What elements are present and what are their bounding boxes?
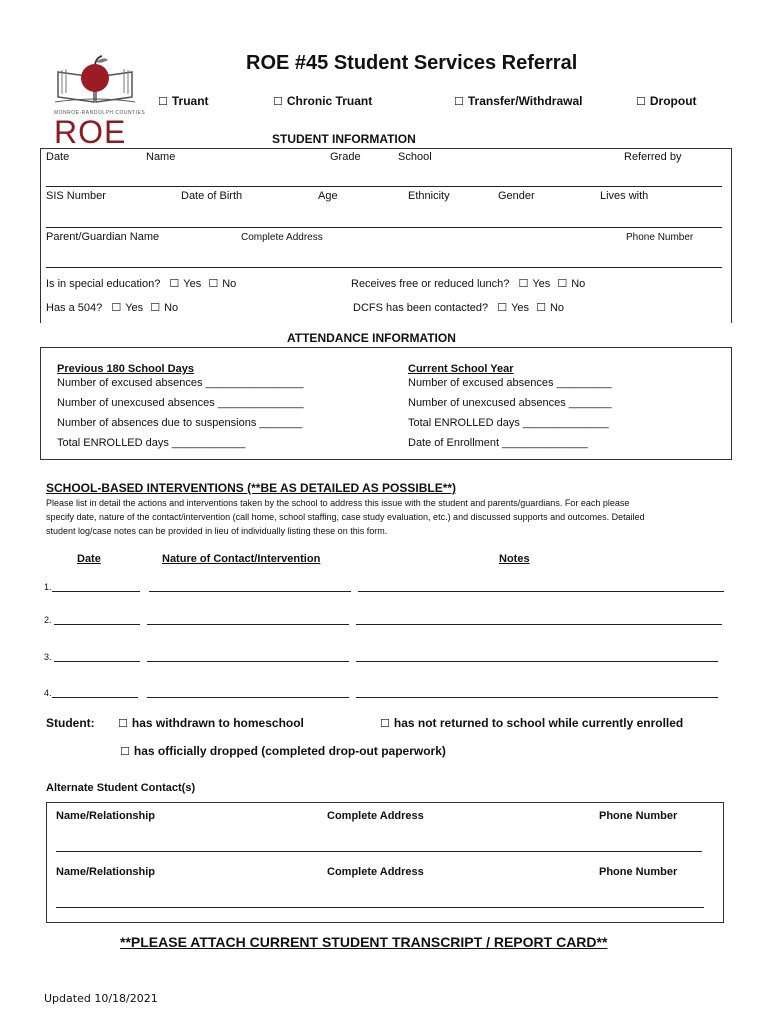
interventions-heading: SCHOOL-BASED INTERVENTIONS (**BE AS DETAILED AS POSSIBLE**)	[46, 481, 457, 495]
transcript-notice: **PLEASE ATTACH CURRENT STUDENT TRANSCRIPT / REPORT CARD**	[120, 934, 608, 950]
dcfs-no[interactable]: ☐ No	[536, 302, 564, 314]
special-ed-label: Is in special education?	[46, 278, 161, 290]
checkbox-not-returned[interactable]: ☐ has not returned to school while currently enrolled	[380, 716, 683, 730]
col-date: Date	[77, 553, 101, 565]
label-phone: Phone Number	[626, 232, 694, 243]
label-age: Age	[318, 190, 338, 202]
lunch-yes[interactable]: ☐ Yes	[518, 278, 550, 290]
col-notes: Notes	[499, 553, 530, 565]
label-parent-name: Parent/Guardian Name	[46, 231, 160, 243]
intervention-row-3-num: 3.	[44, 652, 52, 662]
attendance-right-1[interactable]: Number of excused absences _________	[408, 377, 612, 389]
label-lives-with: Lives with	[600, 190, 649, 202]
intervention-row-3-nature[interactable]	[147, 661, 349, 662]
label-sis-number: SIS Number	[46, 190, 106, 202]
student-info-heading: STUDENT INFORMATION	[272, 132, 416, 146]
lunch-no[interactable]: ☐ No	[557, 278, 585, 290]
intervention-row-1-notes[interactable]	[358, 591, 724, 592]
dcfs-label: DCFS has been contacted?	[353, 302, 489, 314]
page-title: ROE #45 Student Services Referral	[246, 52, 578, 74]
lunch-label: Receives free or reduced lunch?	[351, 278, 510, 290]
attendance-right-3[interactable]: Total ENROLLED days ______________	[408, 417, 609, 429]
special-ed-no[interactable]: ☐ No	[208, 278, 236, 290]
alternate-contact-heading: Alternate Student Contact(s)	[46, 782, 196, 794]
intervention-row-3-date[interactable]	[54, 661, 140, 662]
roe-logo	[50, 52, 146, 150]
attendance-left-3[interactable]: Number of absences due to suspensions _______	[57, 417, 303, 429]
label-school: School	[398, 151, 432, 163]
attendance-heading: ATTENDANCE INFORMATION	[287, 331, 456, 345]
intervention-row-4-num: 4.	[44, 688, 52, 698]
intervention-row-1-nature[interactable]	[149, 591, 351, 592]
attendance-left-2[interactable]: Number of unexcused absences ______________	[57, 397, 304, 409]
504-question	[46, 301, 178, 314]
contact-1-phone-label: Phone Number	[599, 810, 678, 822]
lunch-question	[351, 277, 585, 290]
label-dob: Date of Birth	[181, 190, 243, 202]
field-row2-line[interactable]	[46, 227, 722, 228]
interventions-instructions-3: student log/case notes can be provided in lieu of individually listing these on this form.	[46, 526, 388, 536]
label-ethnicity: Ethnicity	[408, 190, 450, 202]
checkbox-truant[interactable]: ☐ Truant	[158, 94, 209, 108]
special-ed-question	[46, 277, 236, 290]
label-date: Date	[46, 151, 70, 163]
attendance-right-2[interactable]: Number of unexcused absences _______	[408, 397, 612, 409]
intervention-row-1-date[interactable]	[52, 591, 140, 592]
contact-2-line[interactable]	[56, 907, 704, 908]
dcfs-yes[interactable]: ☐ Yes	[497, 302, 529, 314]
504-no[interactable]: ☐ No	[150, 302, 178, 314]
col-nature: Nature of Contact/Intervention	[162, 553, 321, 565]
contact-1-address-label: Complete Address	[327, 810, 424, 822]
contact-2-name-label: Name/Relationship	[56, 866, 156, 878]
label-gender: Gender	[498, 190, 535, 202]
intervention-row-2-notes[interactable]	[356, 624, 722, 625]
updated-date: Updated 10/18/2021	[44, 992, 158, 1005]
field-row1-line[interactable]	[46, 186, 722, 187]
student-status-label: Student:	[46, 716, 95, 730]
label-name: Name	[146, 151, 176, 163]
checkbox-dropout[interactable]: ☐ Dropout	[636, 94, 697, 108]
special-ed-yes[interactable]: ☐ Yes	[169, 278, 201, 290]
checkbox-homeschool[interactable]: ☐ has withdrawn to homeschool	[118, 716, 304, 730]
logo-text: ROE	[54, 114, 127, 150]
intervention-row-1-num: 1.	[44, 582, 52, 592]
attendance-left-4[interactable]: Total ENROLLED days ____________	[57, 437, 246, 449]
contact-1-name-label: Name/Relationship	[56, 810, 156, 822]
intervention-row-2-date[interactable]	[54, 624, 140, 625]
checkbox-dropped[interactable]: ☐ has officially dropped (completed drop-out paperwork)	[120, 744, 446, 758]
contact-2-phone-label: Phone Number	[599, 866, 678, 878]
apple-books-icon	[50, 52, 140, 110]
attendance-left-title: Previous 180 School Days	[57, 363, 194, 375]
interventions-instructions-1: Please list in detail the actions and interventions taken by the school to address this issue with the student and parents/guardians. For each please	[46, 498, 630, 508]
504-yes[interactable]: ☐ Yes	[111, 302, 143, 314]
dcfs-question	[353, 301, 564, 314]
field-row3-line[interactable]	[46, 267, 722, 268]
intervention-row-2-num: 2.	[44, 615, 52, 625]
attendance-right-title: Current School Year	[408, 363, 514, 375]
checkbox-chronic-truant[interactable]: ☐ Chronic Truant	[273, 94, 372, 108]
intervention-row-3-notes[interactable]	[356, 661, 718, 662]
504-label: Has a 504?	[46, 302, 103, 314]
label-grade: Grade	[330, 151, 361, 163]
intervention-row-2-nature[interactable]	[147, 624, 349, 625]
contact-1-line[interactable]	[56, 851, 702, 852]
label-address: Complete Address	[241, 232, 323, 243]
logo-subtext: MONROE-RANDOLPH COUNTIES	[54, 110, 146, 116]
interventions-instructions-2: specify date, nature of the contact/intervention (call home, school staffing, case study evaluation, etc.) and discussed supports and outcomes. Detailed	[46, 512, 645, 522]
attendance-right-4[interactable]: Date of Enrollment ______________	[408, 437, 588, 449]
intervention-row-4-nature[interactable]	[147, 697, 349, 698]
intervention-row-4-notes[interactable]	[356, 697, 718, 698]
checkbox-transfer-withdrawal[interactable]: ☐ Transfer/Withdrawal	[454, 94, 582, 108]
attendance-left-1[interactable]: Number of excused absences ________________	[57, 377, 304, 389]
intervention-row-4-date[interactable]	[52, 697, 138, 698]
label-referred-by: Referred by	[624, 151, 682, 163]
contact-2-address-label: Complete Address	[327, 866, 424, 878]
